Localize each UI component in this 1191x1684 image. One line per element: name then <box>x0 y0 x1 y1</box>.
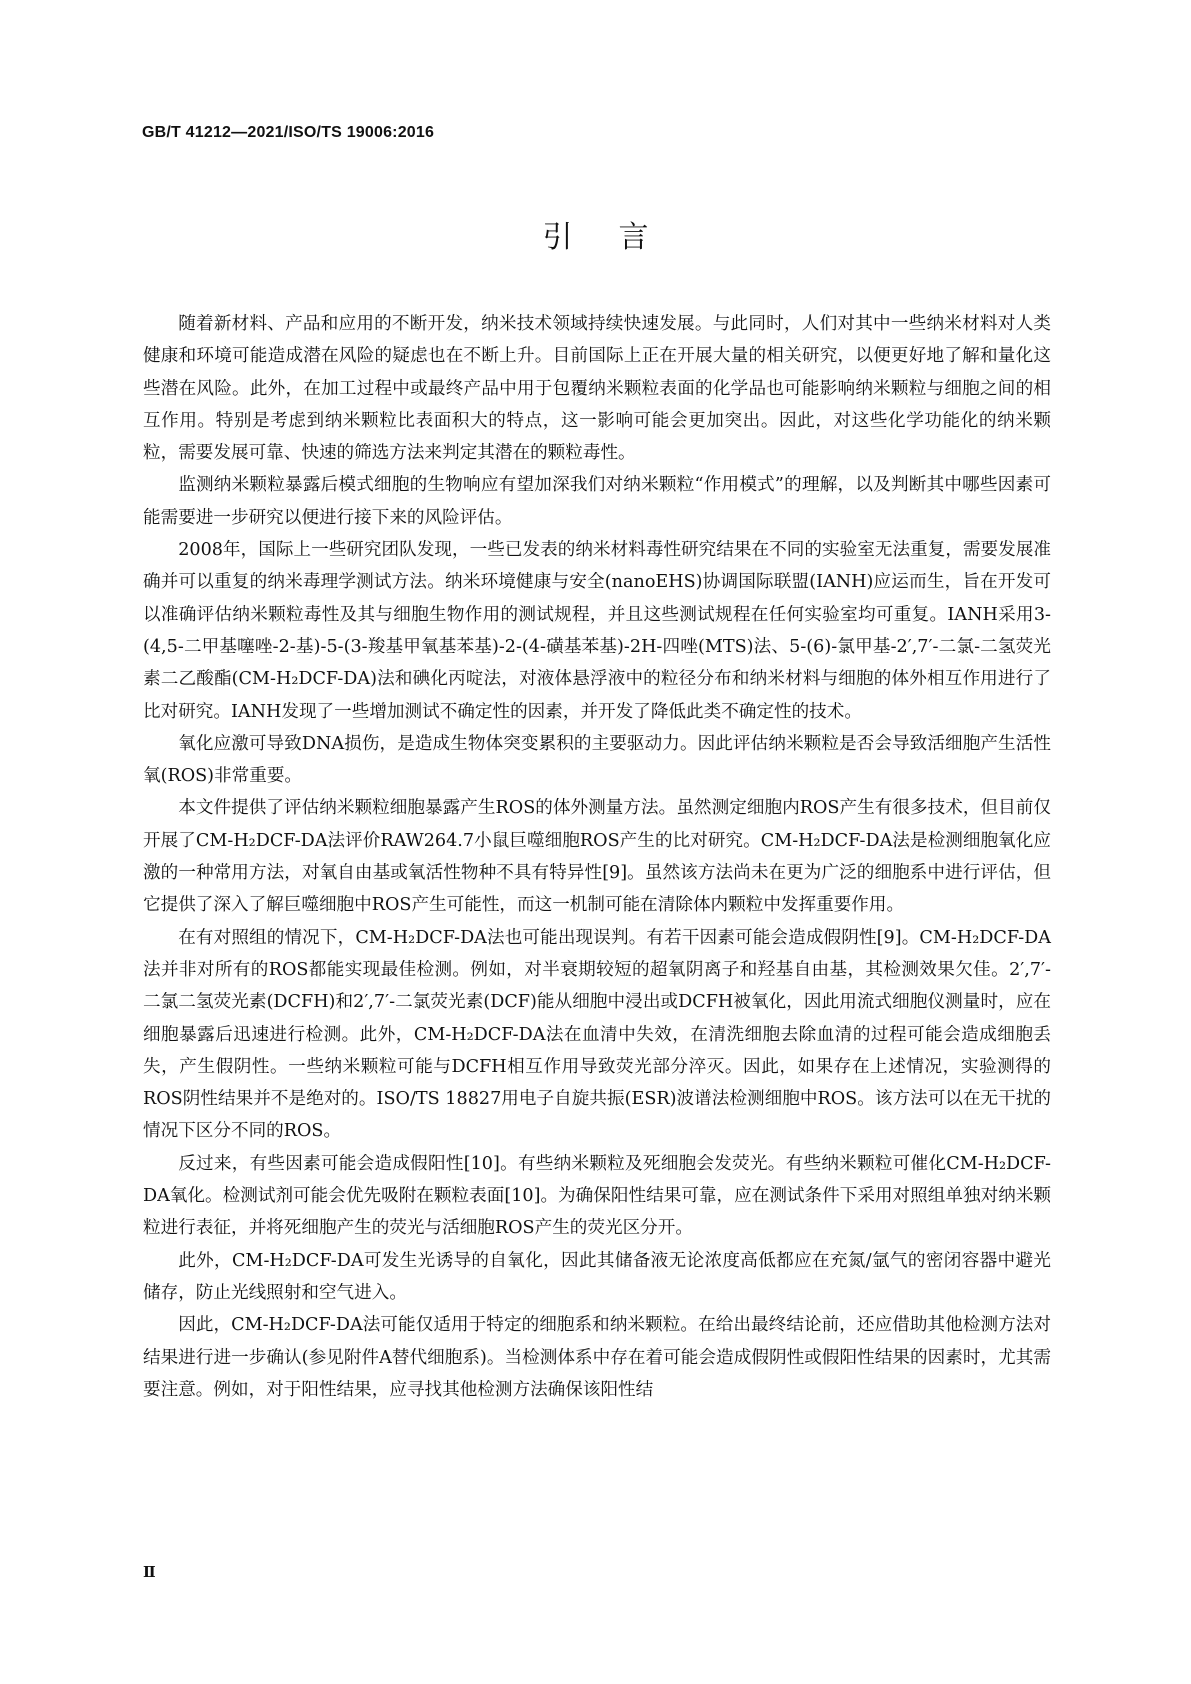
paragraph: 因此，CM-H₂DCF-DA法可能仅适用于特定的细胞系和纳米颗粒。在给出最终结论前，还应借助其他检测方法对结果进行进一步确认(参见附件A替代细胞系)。当检测体系中存在着可能会造成假阴性或假阳性结果的因素时，尤其需要注意。例如，对于阳性结果，应寻找其他检测方法确保该阳性结 <box>143 1315 1051 1400</box>
page-number: Ⅱ <box>143 1563 156 1581</box>
paragraph: 在有对照组的情况下，CM-H₂DCF-DA法也可能出现误判。有若干因素可能会造成假阴性[9]。CM-H₂DCF-DA法并非对所有的ROS都能实现最佳检测。例如，对半衰期较短的超氧阴离子和羟基自由基，其检测效果欠佳。2′,7′-二氯二氢荧光素(DCFH)和2′,7′-二氯荧光素(DCF)能从细胞中浸出或DCFH被氧化，因此用流式细胞仪测量时，应在细胞暴露后迅速进行检测。此外，CM-H₂DCF-DA法在血清中失效，在清洗细胞去除血清的过程可能会造成细胞丢失，产生假阴性。一些纳米颗粒可能与DCFH相互作用导致荧光部分淬灭。因此，如果存在上述情况，实验测得的ROS阴性结果并不是绝对的。ISO/TS 18827用电子自旋共振(ESR)波谱法检测细胞中ROS。该方法可以在无干扰的情况下区分不同的ROS。 <box>143 927 1051 1142</box>
standard-number: GB/T 41212—2021/ISO/TS 19006:2016 <box>142 124 435 141</box>
paragraph: 反过来，有些因素可能会造成假阳性[10]。有些纳米颗粒及死细胞会发荧光。有些纳米颗粒可催化CM-H₂DCF-DA氧化。检测试剂可能会优先吸附在颗粒表面[10]。为确保阳性结果可靠，应在测试条件下采用对照组单独对纳米颗粒进行表征，并将死细胞产生的荧光与活细胞ROS产生的荧光区分开。 <box>143 1153 1051 1239</box>
paragraph: 2008年，国际上一些研究团队发现，一些已发表的纳米材料毒性研究结果在不同的实验室无法重复，需要发展准确并可以重复的纳米毒理学测试方法。纳米环境健康与安全(nanoEHS)协调国际联盟(IANH)应运而生，旨在开发可以准确评估纳米颗粒毒性及其与细胞生物作用的测试规程，并且这些测试规程在任何实验室均可重复。IANH采用3-(4,5-二甲基噻唑-2-基)-5-(3-羧基甲氧基苯基)-2-(4-磺基苯基)-2H-四唑(MTS)法、5-(6)-氯甲基-2′,7′-二氯-二氢荧光素二乙酸酯(CM-H₂DCF-DA)法和碘化丙啶法，对液体悬浮液中的粒径分布和纳米材料与细胞的体外相互作用进行了比对研究。IANH发现了一些增加测试不确定性的因素，并开发了降低此类不确定性的技术。 <box>143 540 1051 722</box>
paragraph: 随着新材料、产品和应用的不断开发，纳米技术领域持续快速发展。与此同时，人们对其中一些纳米材料对人类健康和环境可能造成潜在风险的疑虑也在不断上升。目前国际上正在开展大量的相关研究，以便更好地了解和量化这些潜在风险。此外，在加工过程中或最终产品中用于包覆纳米颗粒表面的化学品也可能影响纳米颗粒与细胞之间的相互作用。特别是考虑到纳米颗粒比表面积大的特点，这一影响可能会更加突出。因此，对这些化学功能化的纳米颗粒，需要发展可靠、快速的筛选方法来判定其潜在的颗粒毒性。 <box>143 314 1051 464</box>
paragraph: 监测纳米颗粒暴露后模式细胞的生物响应有望加深我们对纳米颗粒“作用模式”的理解，以及判断其中哪些因素可能需要进一步研究以便进行接下来的风险评估。 <box>143 475 1051 528</box>
paragraph: 氧化应激可导致DNA损伤，是造成生物体突变累积的主要驱动力。因此评估纳米颗粒是否会导致活细胞产生活性氧(ROS)非常重要。 <box>143 733 1051 787</box>
paragraph: 此外，CM-H₂DCF-DA可发生光诱导的自氧化，因此其储备液无论浓度高低都应在充氮/氩气的密闭容器中避光储存，防止光线照射和空气进入。 <box>143 1250 1051 1303</box>
paragraph: 本文件提供了评估纳米颗粒细胞暴露产生ROS的体外测量方法。虽然测定细胞内ROS产生有很多技术，但目前仅开展了CM-H₂DCF-DA法评价RAW264.7小鼠巨噬细胞ROS产生的比对研究。CM-H₂DCF-DA法是检测细胞氧化应激的一种常用方法，对氧自由基或氧活性物种不具有特异性[9]。虽然该方法尚未在更为广泛的细胞系中进行评估，但它提供了深入了解巨噬细胞中ROS产生可能性，而这一机制可能在清除体内颗粒中发挥重要作用。 <box>143 798 1051 916</box>
page-title: 引言 <box>542 220 695 255</box>
body-text <box>143 308 1051 1406</box>
